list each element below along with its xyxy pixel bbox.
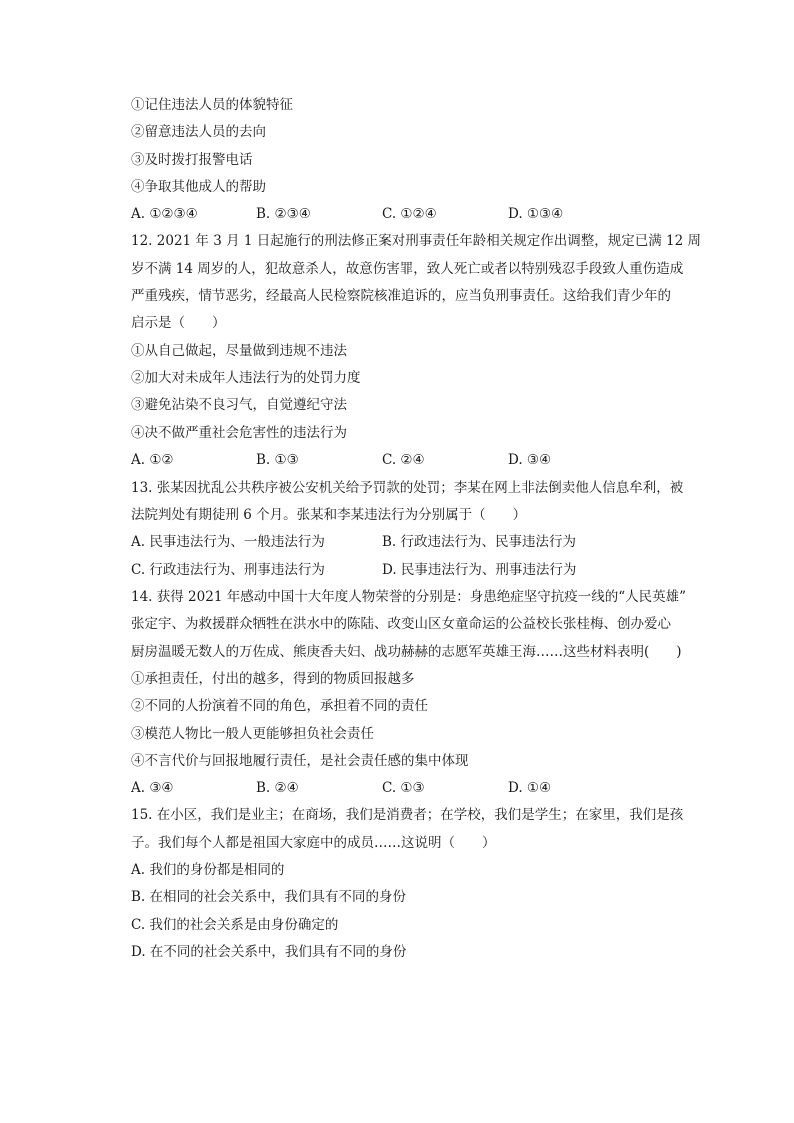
q13-options-row-1: [131, 533, 691, 551]
q15-stem-line-2: 子。我们每个人都是祖国大家庭中的成员……这说明（ ）: [131, 835, 496, 851]
q13-option-a: A. 民事违法行为、一般违法行为: [131, 534, 325, 550]
q13-option-d: D. 民事违法行为、刑事违法行为: [382, 562, 577, 578]
q13-options-row-2: [131, 561, 691, 579]
q11-item-1: ①记住违法人员的体貌特征: [131, 97, 293, 113]
q11-option-c: C. ①②④: [382, 206, 437, 222]
q12-item-4: ④决不做严重社会危害性的违法行为: [131, 425, 347, 441]
q11-item-3: ③及时拨打报警电话: [131, 152, 253, 168]
q14-stem-line-1: 14. 获得 2021 年感动中国十大年度人物荣誉的分别是：身患绝症坚守抗疫一线的“人民英雄”: [131, 589, 687, 605]
q12-stem-line-2: 岁不满 14 周岁的人，犯故意杀人，故意伤害罪，致人死亡或者以特别残忍手段致人重伤造成: [131, 261, 684, 277]
q12-item-3: ③避免沾染不良习气，自觉遵纪守法: [131, 397, 347, 413]
q12-item-1: ①从自己做起，尽量做到违规不违法: [131, 343, 347, 359]
q15-option-d: D. 在不同的社会关系中，我们具有不同的身份: [131, 944, 407, 960]
q12-option-a: A. ①②: [131, 452, 174, 468]
q15-stem-line-1: 15. 在小区，我们是业主；在商场，我们是消费者；在学校，我们是学生；在家里，我们是孩: [131, 807, 684, 823]
q15-option-b: B. 在相同的社会关系中，我们具有不同的身份: [131, 889, 407, 905]
q15-option-c: C. 我们的社会关系是由身份确定的: [131, 917, 339, 933]
q14-option-c: C. ①③: [382, 780, 425, 796]
q14-option-b: B. ②④: [256, 780, 299, 796]
q15-option-a: A. 我们的身份都是相同的: [131, 862, 285, 878]
q14-option-d: D. ①④: [508, 780, 552, 796]
q11-option-d: D. ①③④: [508, 206, 564, 222]
q14-item-1: ①承担责任，付出的越多，得到的物质回报越多: [131, 671, 415, 687]
q11-item-2: ②留意违法人员的去向: [131, 124, 266, 140]
q14-item-3: ③模范人物比一般人更能够担负社会责任: [131, 726, 374, 742]
q14-item-4: ④不言代价与回报地履行责任，是社会责任感的集中体现: [131, 753, 469, 769]
q12-options: [131, 451, 691, 469]
q14-item-2: ②不同的人扮演着不同的角色，承担着不同的责任: [131, 698, 428, 714]
q13-option-c: C. 行政违法行为、刑事违法行为: [131, 562, 325, 578]
q13-stem-line-2: 法院判处有期徒刑 6 个月。张某和李某违法行为分别属于（ ）: [131, 507, 527, 523]
q12-stem-line-4: 启示是（ ）: [131, 315, 226, 331]
q13-stem-line-1: 13. 张某因扰乱公共秩序被公安机关给予罚款的处罚；李某在网上非法倒卖他人信息牟利，被: [131, 480, 684, 496]
q12-option-c: C. ②④: [382, 452, 425, 468]
q14-options: [131, 779, 691, 797]
q12-item-2: ②加大对未成年人违法行为的处罚力度: [131, 370, 361, 386]
q14-stem-line-2: 张定宇、为救援群众牺牲在洪水中的陈陆、改变山区女童命运的公益校长张桂梅、创办爱心: [131, 616, 671, 632]
q11-option-b: B. ②③④: [256, 206, 311, 222]
q12-stem-line-1: 12. 2021 年 3 月 1 日起施行的刑法修正案对刑事责任年龄相关规定作出调整，规定已满 12 周: [131, 233, 702, 249]
q14-option-a: A. ③④: [131, 780, 174, 796]
q12-option-d: D. ③④: [508, 452, 552, 468]
q12-option-b: B. ①③: [256, 452, 299, 468]
q11-option-a: A. ①②③④: [131, 206, 198, 222]
q13-option-b: B. 行政违法行为、民事违法行为: [382, 534, 577, 550]
q11-item-4: ④争取其他成人的帮助: [131, 179, 266, 195]
q14-stem-line-3: 厨房温暖无数人的万佐成、熊庚香夫妇、战功赫赫的志愿军英雄王海……这些材料表明( ): [131, 644, 682, 660]
q12-stem-line-3: 严重残疾，情节恶劣，经最高人民检察院核准追诉的，应当负刑事责任。这给我们青少年的: [131, 288, 671, 304]
q11-options: [131, 205, 691, 223]
